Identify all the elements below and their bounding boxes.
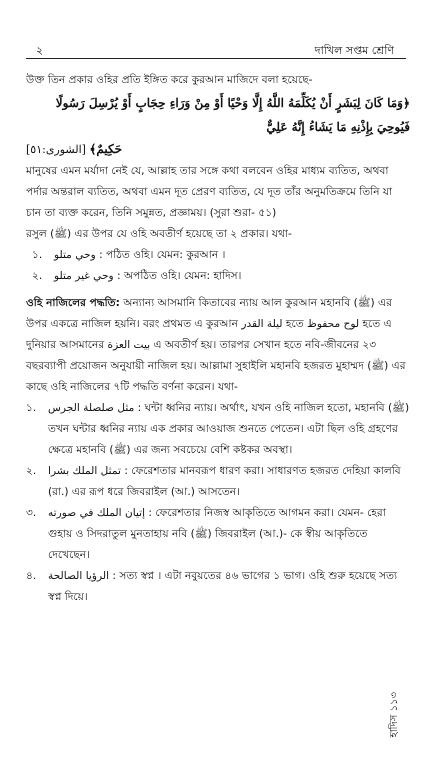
item-number: ২. xyxy=(32,270,43,282)
list-item xyxy=(32,245,410,266)
item-desc: : অপঠিত ওহি। যেমন: হাদিস। xyxy=(117,270,242,282)
side-note: হাদিস ১১৩ xyxy=(389,692,400,738)
ayah-line-1: ﴿وَمَا كَانَ لِبَشَرٍ أَنْ يُكَلِّمَهُ اللَّهُ إِلَّا وَحْيًا أَوْ مِنْ وَرَاءِ حِجَابٍ أَوْ يُرْسِلَ رَسُولًا فَيُوحِيَ بِإِذْنِهِ مَا يَشَاءُ إِنَّهُ عَلِيٌّ xyxy=(55,96,410,134)
header-rule xyxy=(26,58,406,59)
method-list xyxy=(26,398,410,608)
ayah-line-2 xyxy=(26,139,410,161)
method-heading: ওহি নাজিলের পদ্ধতি: xyxy=(26,297,120,309)
method-text: অন্যান্য আসমানি কিতাবের ন্যায় আল কুরআন মহানবি (ﷺ) এর উপর একত্রে নাজিল হয়নি। বরং প্রথমত এ কুরআন ليلة القدر হতে لوح محفوظ হতে এ দুনিয়ার আসমানের بيت العزة এ অবতীর্ণ হয়। তারপর সেখান হতে নবি-জীবনের ২৩ বছরব্যাপী প্রয়োজন অনুযায়ী নাজিল হয়। আল্লামা সুহাইলি মহানবি হজরত মুহাম্মদ (ﷺ) এর কাছে ওহি নাজিলের ৭টি পদ্ধতি বর্ণনা করেন। যথা- xyxy=(26,297,406,393)
item-arabic: وحي متلو xyxy=(54,249,96,261)
item-desc: : পঠিত ওহি। যেমন: কুরআন । xyxy=(99,249,226,261)
item-arabic: مثل صلصلة الجرس xyxy=(48,402,135,414)
item-number: ২. xyxy=(26,465,37,477)
item-text xyxy=(48,461,410,503)
item-desc: : সত্য স্বপ্ন । এটা নবুয়তের ৪৬ ভাগের ১ ভাগ। ওহি শুরু হয়েছে সত্য স্বপ্ন দিয়ে। xyxy=(48,570,398,603)
ayah-continuation: حَكِيمٌ﴾ xyxy=(89,142,123,156)
running-title: দাখিল সপ্তম শ্রেণি xyxy=(314,44,394,57)
item-number: ১. xyxy=(26,402,37,414)
item-desc: : ঘন্টা ধ্বনির ন্যায়। অর্থাৎ, যখন ওহি নাজিল হতো, মহানবি (ﷺ) তখন ঘন্টার ধ্বনির ন্যায় এক প্রকার আওয়াজ শুনতে পেতেন। এটা ছিল ওহি গ্রহণের ক্ষেত্রে মহানবি (ﷺ) এর জন্য সবচেয়ে বেশি কষ্টকর অবস্থা। xyxy=(48,402,410,456)
item-text xyxy=(48,503,410,566)
list-item xyxy=(26,566,410,608)
wahy-types-list xyxy=(26,245,410,287)
item-number: ১. xyxy=(32,249,43,261)
list-item xyxy=(32,266,410,287)
item-text xyxy=(54,266,410,287)
page-body xyxy=(26,70,410,608)
translation-text: মানুষের এমন মর্যাদা নেই যে, আল্লাহ তার সঙ্গে কথা বলবেন ওহির মাধ্যম ব্যতিত, অথবা পর্দার অন্তরাল ব্যতিত, অথবা এমন দূত প্রেরণ ব্যতিত, যে দূত তাঁর অনুমতিক্রমে তিনি যা চান তা ব্যক্ত করেন, তিনি সমুন্নত, প্রজ্ঞাময়। (সুরা শুরা- ৫১) xyxy=(26,165,393,219)
item-arabic: إتيان الملك في صورته xyxy=(48,507,146,519)
page-number: ২ xyxy=(36,44,44,57)
types-intro: রসুল (ﷺ) এর উপর যে ওহি অবতীর্ণ হয়েছে তা ২ প্রকার। যথা- xyxy=(26,228,292,240)
item-text xyxy=(48,398,410,461)
intro-text: উক্ত তিন প্রকার ওহির প্রতি ইঙ্গিত করে কুরআন মাজিদে বলা হয়েছে- xyxy=(26,74,313,86)
list-item xyxy=(26,461,410,503)
method-paragraph xyxy=(26,293,410,398)
list-item xyxy=(26,503,410,566)
page-header xyxy=(24,42,408,58)
item-number: ৩. xyxy=(26,507,37,519)
item-arabic: وحي غير متلو xyxy=(54,270,114,282)
list-item xyxy=(26,398,410,461)
ayah-reference: [الشورى:٥١] xyxy=(26,143,86,156)
item-desc: : ফেরেশতার নিজস্ব আকৃতিতে আগমন করা। যেমন- হেরা গুহায় ও সিদরাতুল মুনতাহায় নবি (ﷺ) জিবরাইল (আ.)- কে স্বীয় আকৃতিতে দেখেছেন। xyxy=(48,507,386,561)
item-desc: : ফেরেশতার মানবরূপ ধারণ করা। সাধারণত হজরত দেহিয়া কালবি (রা.) এর রূপ ধরে জিবরাইল (আ.) আসতেন। xyxy=(48,465,401,498)
item-arabic: تمثل الملك بشرا xyxy=(48,465,121,477)
item-number: ৪. xyxy=(26,570,37,582)
item-text xyxy=(48,566,410,608)
item-text xyxy=(54,245,410,266)
item-arabic: الرؤيا الصالحة xyxy=(48,570,110,582)
